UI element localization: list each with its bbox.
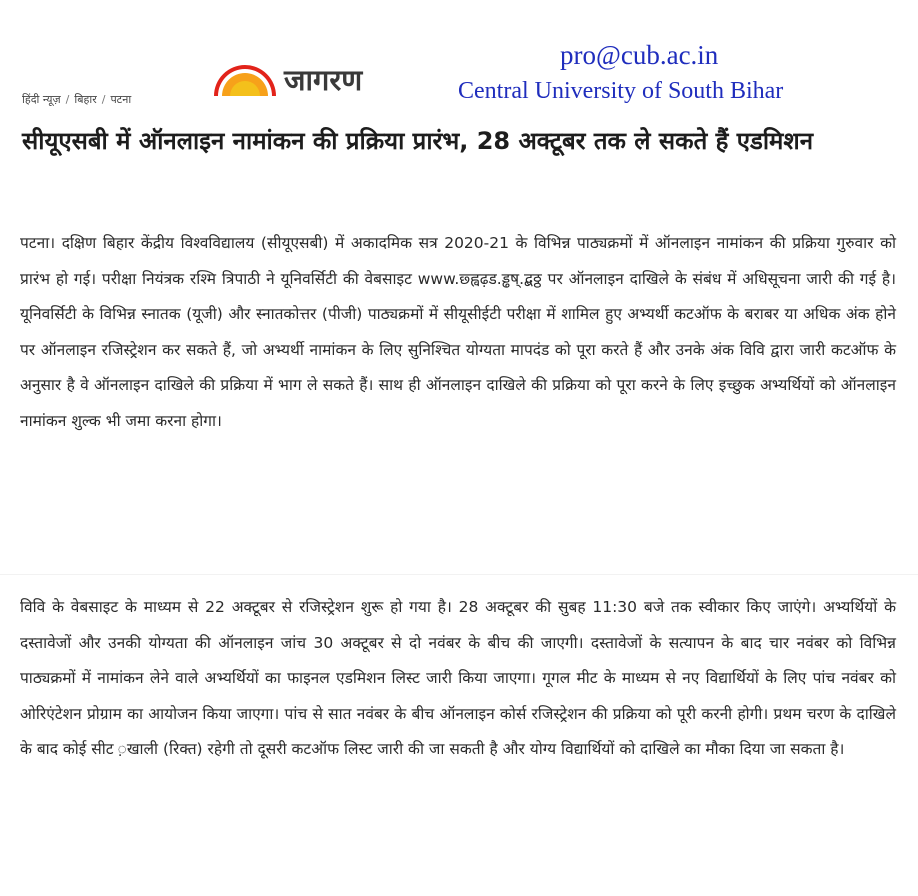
article-paragraph: पटना। दक्षिण बिहार केंद्रीय विश्वविद्यालय (सीयूएसबी) में अकादमिक सत्र 2020-21 के विभिन्न पाठ्यक्रमों में ऑनलाइन नामांकन की प्रक्रिया गुरुवार को प्रारंभ हो गई। परीक्षा नियंत्रक रश्मि त्रिपाठी ने यूनिवर्सिटी की वेबसाइट www.छ्ह्वढ़ड.ड्ढष्.द्बठ्ठ पर ऑनलाइन दाखिले के संबंध में अधिसूचना जारी की गई है। यूनिवर्सिटी के विभिन्न स्नातक (यूजी) और स्नातकोत्तर (पीजी) पाठ्यक्रमों में सीयूसीईटी परीक्षा में शामिल हुए अभ्यर्थी कटऑफ के बराबर या अधिक अंक होने पर ऑनलाइन रजिस्ट्रेशन कर सकते हैं, जो अभ्यर्थी नामांकन के लिए सुनिश्चित योग्यता मापदंड को पूरा करते हैं और उनके अंक विवि द्वारा जारी कटऑफ के अनुसार है वे ऑनलाइन दाखिले की प्रक्रिया में भाग ले सकते हैं। साथ ही ऑनलाइन दाखिले की प्रक्रिया को पूरा करने के लिए इच्छुक अभ्यर्थियों को ऑनलाइन नामांकन शुल्क भी जमा करना होगा। (20, 234, 896, 430)
jagran-logo[interactable] (212, 60, 402, 102)
article-paragraph: विवि के वेबसाइट के माध्यम से 22 अक्टूबर से रजिस्ट्रेशन शुरू हो गया है। 28 अक्टूबर की सुबह 11:30 बजे तक स्वीकार किए जाएंगे। अभ्यर्थियों के दस्तावेजों और उनकी योग्यता की ऑनलाइन जांच 30 अक्टूबर से दो नवंबर के बीच की जाएगी। दस्तावेजों के सत्यापन के बाद चार नवंबर को विभिन्न पाठ्यक्रमों में नामांकन लेने वाले अभ्यर्थियों का फाइनल एडमिशन लिस्ट जारी किया जाएगा। गूगल मीट के माध्यम से नए विद्यार्थियों के लिए पांच नवंबर को ओरिएंटेशन प्रोग्राम का आयोजन किया जाएगा। पांच से सात नवंबर के बीच ऑनलाइन कोर्स रजिस्ट्रेशन की प्रक्रिया को पूरी करनी होगी। प्रथम चरण के दाखिले के बाद कोई सीट ़खाली (रिक्त) रहेगी तो दूसरी कटऑफ लिस्ट जारी की जा सकती है और योग्य विद्यार्थियों को दाखिले का मौका दिया जा सकता है। (20, 598, 896, 758)
sunrise-icon (212, 64, 278, 98)
breadcrumb-separator: / (65, 93, 70, 106)
breadcrumb-item-bihar[interactable]: बिहार (74, 93, 97, 106)
breadcrumb-separator: / (101, 93, 106, 106)
stamp-email: pro@cub.ac.in (560, 40, 719, 70)
breadcrumb (22, 92, 131, 107)
stamp-university-name: Central University of South Bihar (458, 78, 784, 104)
article-headline: सीयूएसबी में ऑनलाइन नामांकन की प्रक्रिया प्रारंभ, 28 अक्टूबर तक ले सकते हैं एडमिशन (22, 127, 814, 155)
breadcrumb-item-hindi-news[interactable]: हिंदी न्यूज़ (22, 93, 61, 106)
logo-wordmark: जागरण (284, 63, 363, 97)
breadcrumb-item-patna[interactable]: पटना (110, 93, 132, 106)
paragraph-divider (0, 574, 918, 575)
